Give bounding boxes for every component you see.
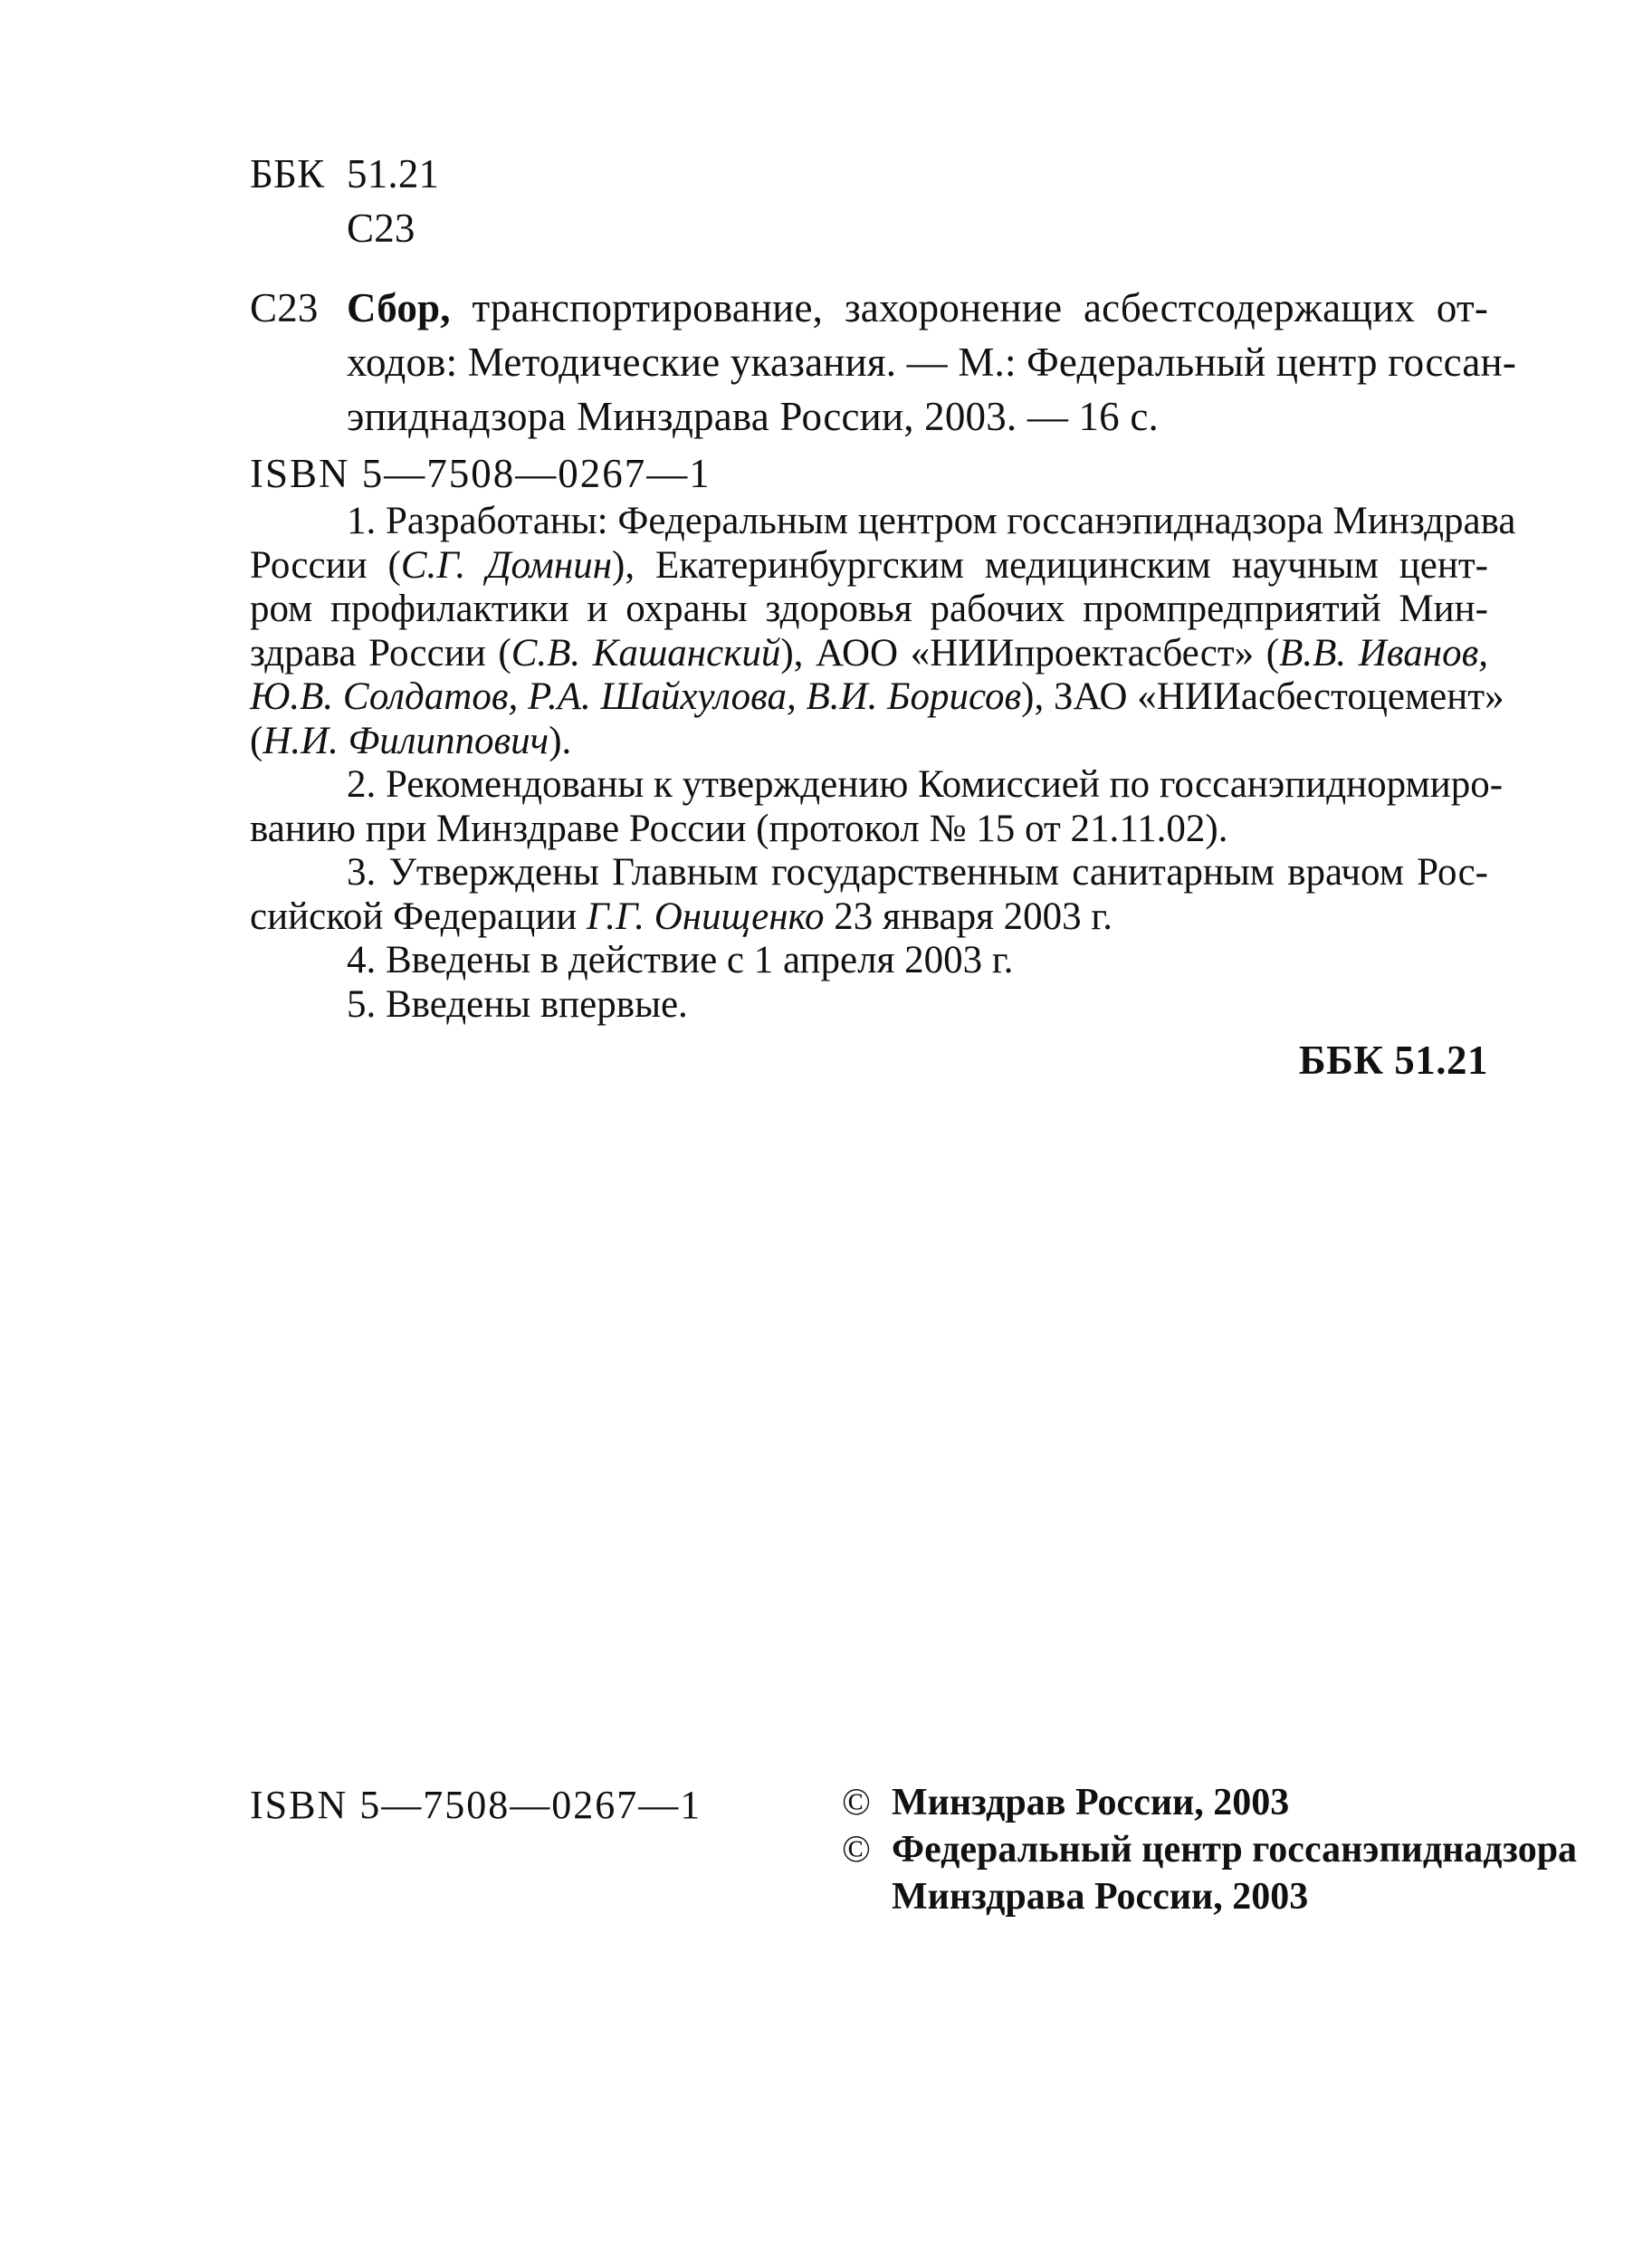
- note-1-line-2: России (С.Г. Домнин), Екатеринбургским медицинским научным цент-: [250, 543, 1488, 587]
- copyright-symbol-1: ©: [842, 1782, 871, 1823]
- person-domnin: С.Г. Домнин: [400, 543, 613, 587]
- note-1-line-6: (Н.И. Филиппович).: [250, 719, 572, 762]
- note-2-line-2: ванию при Минздраве России (протокол № 15 от 21.11.02).: [250, 807, 1228, 850]
- note-1-line-5: Ю.В. Солдатов, Р.А. Шайхулова, В.И. Борисов), ЗАО «НИИасбестоцемент»: [250, 675, 1504, 718]
- author-sign-row: [250, 201, 439, 255]
- copyright-line-2: © Федеральный центр госсанэпиднадзора: [842, 1826, 1577, 1873]
- note-3-line-1: 3. Утверждены Главным государственным санитарным врачом Рос-: [347, 851, 1488, 894]
- copyright-block: [842, 1779, 1577, 1920]
- publication-notes: [250, 500, 1516, 1027]
- note-1-line-1: 1. Разработаны: Федеральным центром госсанэпиднадзора Минздрава: [347, 500, 1516, 542]
- biblio-line-3: эпиднадзора Минздрава России, 2003. — 16 с.: [347, 394, 1159, 439]
- isbn-main: ISBN 5—7508—0267—1: [250, 451, 711, 496]
- bbk-code-row: [250, 147, 439, 201]
- note-5: 5. Введены впервые.: [347, 982, 688, 1026]
- person-onishchenko: Г.Г. Онищенко: [587, 895, 825, 938]
- bbk-classification-bottom: ББК 51.21: [1298, 1038, 1488, 1083]
- note-4: 4. Введены в действие с 1 апреля 2003 г.: [347, 939, 1014, 981]
- bbk-label: ББК: [250, 151, 325, 196]
- note-2-line-1: 2. Рекомендованы к утверждению Комиссией по госсанэпиднормиро-: [347, 763, 1504, 806]
- copyright-symbol-2: ©: [842, 1829, 871, 1871]
- isbn-footer: ISBN 5—7508—0267—1: [250, 1783, 702, 1827]
- person-filippovich: Н.И. Филиппович: [263, 719, 549, 762]
- note-1-line-3: ром профилактики и охраны здоровья рабочих промпредприятий Мин-: [250, 588, 1488, 630]
- persons-soldatov-group: Ю.В. Солдатов, Р.А. Шайхулова, В.И. Борисов: [250, 675, 1022, 718]
- copyright-line-3: Минздрава России, 2003: [892, 1876, 1309, 1918]
- copyright-line-1: © Минздрав России, 2003: [842, 1779, 1577, 1826]
- bbk-code: 51.21: [347, 151, 440, 196]
- author-sign: С23: [347, 206, 415, 251]
- person-ivanov: В.В. Иванов,: [1279, 631, 1488, 675]
- biblio-title-start: Сбор,: [347, 285, 451, 330]
- note-1-line-4: здрава России (С.В. Кашанский), АОО «НИИпроектасбест» (В.В. Иванов,: [250, 631, 1488, 675]
- bbk-classification-top: [250, 147, 439, 255]
- biblio-author-sign: С23: [250, 285, 319, 330]
- biblio-line-2: ходов: Методические указания. — М.: Федеральный центр госсан-: [347, 340, 1517, 385]
- biblio-line-1: [250, 281, 1488, 335]
- biblio-title-rest: транспортирование, захоронение асбестсодержащих от-: [472, 285, 1489, 330]
- person-kashansky: С.В. Кашанский: [511, 631, 781, 675]
- note-3-line-2: сийской Федерации Г.Г. Онищенко 23 января 2003 г.: [250, 895, 1113, 938]
- bibliographic-description: [250, 281, 1517, 444]
